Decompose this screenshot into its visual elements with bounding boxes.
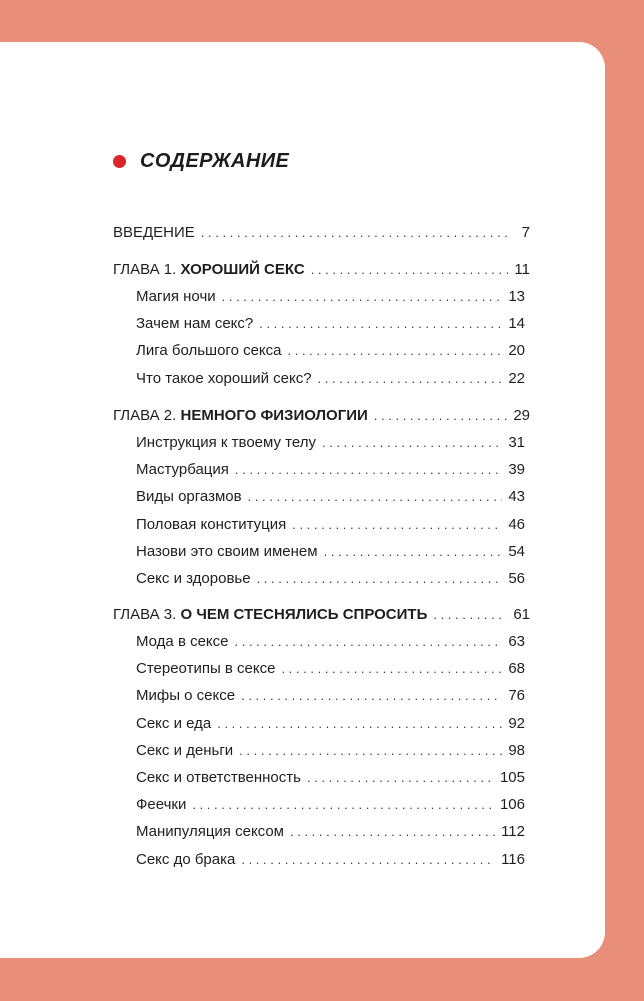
dot-leader	[235, 460, 502, 480]
toc-section-page: 22	[508, 370, 525, 387]
toc-section-title: Что такое хороший секс?	[136, 370, 312, 387]
dot-leader	[241, 850, 495, 870]
toc-chapter-title	[113, 260, 305, 280]
toc-chapter-3	[113, 605, 530, 625]
dot-leader	[292, 515, 502, 535]
dot-leader	[433, 605, 507, 625]
toc-heading-text: СОДЕРЖАНИЕ	[140, 150, 290, 172]
dot-leader	[241, 686, 502, 706]
dot-leader	[259, 314, 502, 334]
toc-section-title: Мастурбация	[136, 461, 229, 478]
toc-section-title: Инструкция к твоему телу	[136, 434, 316, 451]
toc-section-page: 14	[508, 315, 525, 332]
toc-chapter-name: О ЧЕМ СТЕСНЯЛИСЬ СПРОСИТЬ	[180, 606, 428, 623]
toc-section	[136, 314, 525, 334]
dot-leader	[235, 632, 503, 652]
toc-section	[136, 741, 525, 761]
toc-heading	[113, 150, 289, 173]
toc-section	[136, 287, 525, 307]
toc-section-title: Лига большого секса	[136, 342, 282, 359]
toc-section-page: 105	[499, 769, 525, 786]
toc-entry-title: ВВЕДЕНИЕ	[113, 224, 195, 241]
toc-section-page: 13	[508, 288, 525, 305]
toc-section	[136, 795, 525, 815]
toc-entry-page: 7	[521, 224, 530, 241]
toc-section-page: 56	[508, 570, 525, 587]
toc-section	[136, 714, 525, 734]
toc-section-page: 46	[508, 516, 525, 533]
toc-section	[136, 515, 525, 535]
toc-section-page: 112	[501, 823, 525, 840]
toc-chapter-prefix: ГЛАВА 2.	[113, 407, 177, 424]
toc-section-title: Секс и еда	[136, 715, 212, 732]
toc-section-page: 39	[508, 461, 525, 478]
toc-section-title: Половая конституция	[136, 516, 287, 533]
toc-section	[136, 768, 525, 788]
toc-section-title: Секс до брака	[136, 851, 236, 868]
dot-leader	[318, 369, 503, 389]
toc-section-page: 106	[499, 796, 525, 813]
toc-section	[136, 632, 525, 652]
dot-leader	[290, 822, 495, 842]
toc-chapter-prefix: ГЛАВА 3.	[113, 606, 177, 623]
toc-section-title: Зачем нам секс?	[136, 315, 254, 332]
toc-section-title: Стереотипы в сексе	[136, 660, 276, 677]
toc-section	[136, 686, 525, 706]
dot-leader	[281, 659, 502, 679]
dot-leader	[324, 542, 503, 562]
toc-section-page: 63	[508, 633, 525, 650]
toc-section	[136, 542, 525, 562]
toc-chapter-page: 61	[513, 606, 530, 623]
toc-section-page: 98	[508, 742, 525, 759]
dot-leader	[257, 569, 503, 589]
toc-chapter-page: 29	[513, 407, 530, 424]
toc-section	[136, 487, 525, 507]
dot-leader	[201, 223, 510, 243]
toc-entry-intro	[113, 223, 530, 243]
toc-section	[136, 569, 525, 589]
toc-section-title: Секс и ответственность	[136, 769, 301, 786]
toc-section-title: Секс и деньги	[136, 742, 234, 759]
toc-section-title: Секс и здоровье	[136, 570, 251, 587]
toc-section	[136, 460, 525, 480]
red-bullet-icon	[113, 155, 126, 168]
toc-chapter-prefix: ГЛАВА 1.	[113, 261, 177, 278]
toc-chapter-2	[113, 406, 530, 426]
toc-section-page: 92	[508, 715, 525, 732]
dot-leader	[222, 287, 503, 307]
toc-chapter-page: 11	[514, 261, 530, 278]
toc-section	[136, 850, 525, 870]
dot-leader	[288, 341, 503, 361]
toc-section-title: Виды оргазмов	[136, 488, 242, 505]
toc-chapter-name: НЕМНОГО ФИЗИОЛОГИИ	[180, 407, 368, 424]
toc-section-page: 43	[508, 488, 525, 505]
dot-leader	[322, 433, 502, 453]
toc-section-page: 31	[508, 434, 525, 451]
toc-section-title: Магия ночи	[136, 288, 216, 305]
toc-section-page: 68	[508, 660, 525, 677]
dot-leader	[248, 487, 503, 507]
toc-chapter-title	[113, 406, 368, 426]
dot-leader	[311, 260, 509, 280]
toc-section-title: Феечки	[136, 796, 187, 813]
dot-leader	[192, 795, 494, 815]
toc-section-page: 54	[508, 543, 525, 560]
toc-section	[136, 433, 525, 453]
toc-section-title: Манипуляция сексом	[136, 823, 284, 840]
toc-section-title: Назови это своим именем	[136, 543, 318, 560]
dot-leader	[374, 406, 508, 426]
toc-chapter-title	[113, 605, 427, 625]
toc-section-title: Мифы о сексе	[136, 687, 236, 704]
toc-chapter-name: ХОРОШИЙ СЕКС	[180, 261, 305, 278]
toc-chapter-1	[113, 260, 530, 280]
toc-section-title: Мода в сексе	[136, 633, 229, 650]
toc-section-page: 20	[508, 342, 525, 359]
dot-leader	[307, 768, 494, 788]
toc-section-page: 116	[501, 851, 525, 868]
toc-section	[136, 659, 525, 679]
toc-section	[136, 369, 525, 389]
toc-section	[136, 822, 525, 842]
dot-leader	[217, 714, 502, 734]
toc-section-page: 76	[508, 687, 525, 704]
toc-section	[136, 341, 525, 361]
dot-leader	[239, 741, 502, 761]
